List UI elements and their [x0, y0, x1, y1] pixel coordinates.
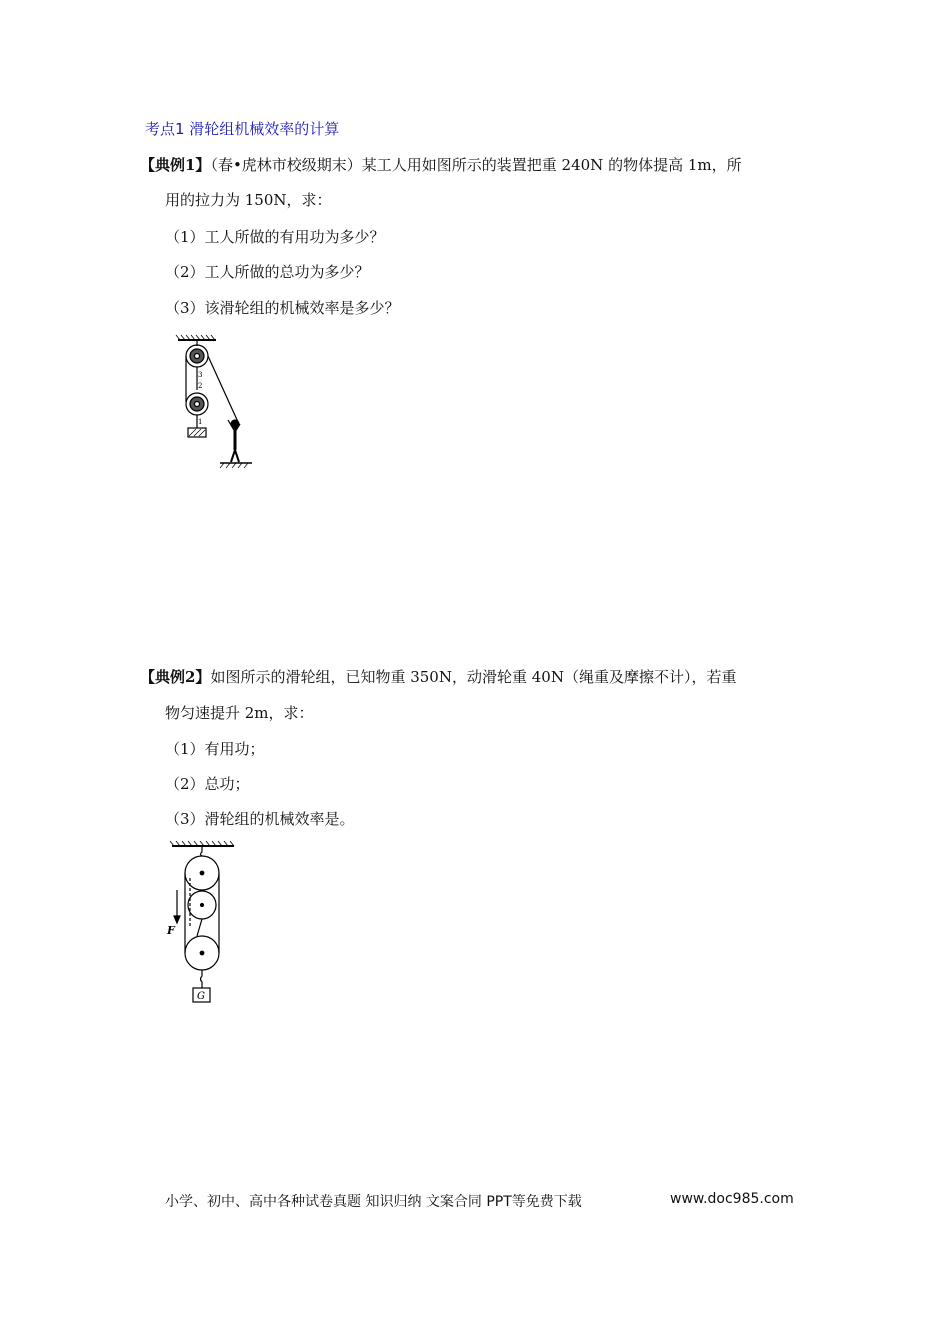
rope-label-3: 3	[198, 371, 203, 379]
example2-intro	[140, 667, 736, 687]
example2-question-1: （1）有用功；	[165, 740, 265, 758]
footer-website[interactable]: www.doc985.com	[670, 1191, 794, 1207]
example1-line2: 用的拉力为 150N，求：	[165, 191, 332, 209]
example1-pulley-figure	[170, 332, 265, 472]
example2-question-2: （2）总功；	[165, 775, 250, 793]
example2-pulley-figure	[162, 838, 242, 1013]
example1-question-3: （3）该滑轮组的机械效率是多少？	[165, 299, 400, 317]
footer-description: 小学、初中、高中各种试卷真题 知识归纳 文案合同 PPT等免费下载	[165, 1194, 582, 1210]
example1-line1: （春•虎林市校级期末）某工人用如图所示的装置把重 240N 的物体提高 1m，所	[210, 156, 742, 174]
example2-line2: 物匀速提升 2m，求：	[165, 704, 314, 722]
example2-question-3: （3）滑轮组的机械效率是。	[165, 810, 355, 828]
section-title: 考点1 滑轮组机械效率的计算	[145, 120, 340, 138]
example2-line1: 如图所示的滑轮组，已知物重 350N，动滑轮重 40N（绳重及摩擦不计），若重	[210, 668, 737, 686]
weight-label: G	[197, 991, 205, 1002]
example1-tag: 【典例1】	[140, 156, 211, 174]
force-label: F	[167, 924, 175, 937]
example1-question-2: （2）工人所做的总功为多少？	[165, 263, 370, 281]
example1-intro	[140, 155, 742, 175]
rope-label-1: 1	[198, 418, 203, 426]
example1-question-1: （1）工人所做的有用功为多少？	[165, 228, 385, 246]
rope-label-2: 2	[198, 382, 203, 390]
example2-tag: 【典例2】	[140, 668, 211, 686]
